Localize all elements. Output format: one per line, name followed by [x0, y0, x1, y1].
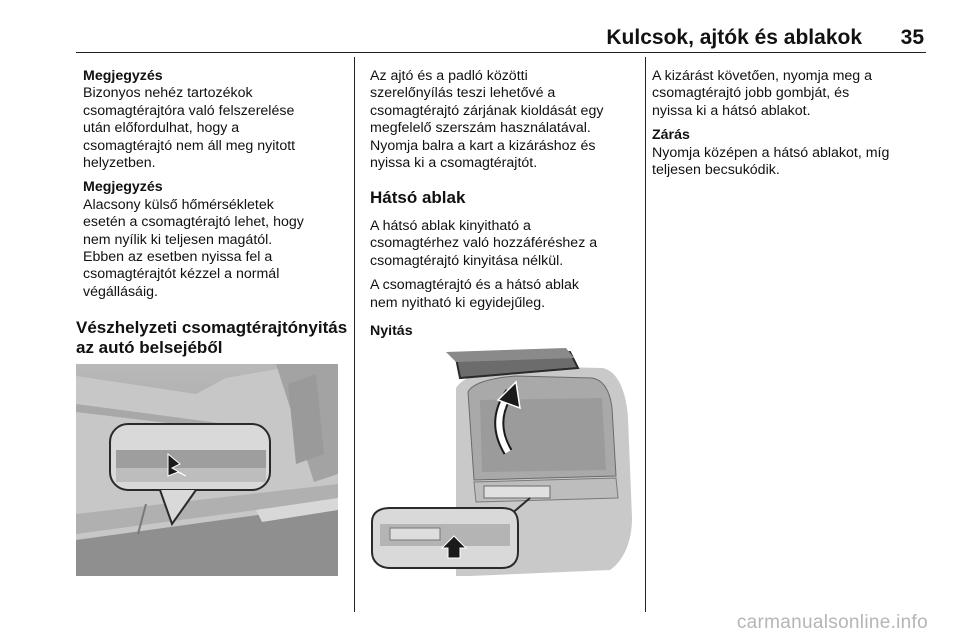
body-line: csomagtérajtó kinyitása nélkül.: [370, 252, 564, 269]
body-line: A kizárást követően, nyomja meg a: [652, 68, 873, 84]
body-line: nyissa ki a csomagtérajtót.: [370, 155, 538, 172]
note-title: Megjegyzés: [83, 179, 163, 196]
note-line: után előfordulhat, hogy a: [83, 120, 240, 137]
body-line: nyissa ki a hátsó ablakot.: [652, 102, 811, 119]
note-line: Alacsony külső hőmérsékletek: [83, 196, 274, 213]
note-line: Ebben az esetben nyissa fel a: [83, 249, 273, 266]
note-line: helyzetben.: [83, 155, 156, 172]
body-line: csomagtérajtó jobb gombját, és: [652, 85, 850, 102]
body-line: csomagtérhez való hozzáféréshez a: [370, 235, 598, 252]
note-line: végállásáig.: [83, 283, 158, 300]
heading-text: Hátsó ablak: [370, 188, 466, 207]
section-heading-line: az autó belsejéből: [76, 338, 223, 357]
section-heading-line: Vészhelyzeti csomagtérajtónyitás: [76, 318, 348, 337]
note-line: esetén a csomagtérajtó lehet, hogy: [83, 214, 304, 231]
body-line: nem nyitható ki egyidejűleg.: [370, 294, 546, 311]
note-line: csomagtérajtóra való felszerelése: [83, 102, 295, 119]
note-line: csomagtérajtót kézzel a normál: [83, 266, 280, 283]
column-1: [83, 68, 348, 301]
column-divider-2: [645, 57, 646, 612]
rear-window-illustration: [370, 348, 634, 576]
opening-subheading: [370, 323, 640, 340]
subheading-text: Nyitás: [370, 323, 413, 339]
note-line: csomagtérajtó nem áll meg nyitott: [83, 137, 296, 154]
body-line: Nyomja balra a kart a kizáráshoz és: [370, 137, 596, 154]
note-title: Megjegyzés: [83, 68, 163, 84]
section-heading: [76, 318, 352, 358]
note-line: Bizonyos nehéz tartozékok: [83, 85, 253, 102]
body-line: csomagtérajtó zárjának kioldását egy: [370, 102, 604, 119]
note-line: nem nyílik ki teljesen magától.: [83, 231, 273, 248]
body-line: Nyomja középen a hátsó ablakot, míg: [652, 144, 890, 161]
header-rule: [76, 52, 926, 53]
body-line: megfelelő szerszám használatával.: [370, 120, 591, 137]
interior-release-illustration: [76, 364, 338, 576]
page-header-title: Kulcsok, ajtók és ablakok: [606, 26, 862, 49]
body-line: A hátsó ablak kinyitható a: [370, 218, 531, 234]
column-2-body: [370, 218, 640, 312]
watermark-text: carmanualsonline.info: [736, 612, 928, 633]
body-line: Az ajtó és a padló közötti: [370, 68, 528, 84]
page-number: 35: [900, 26, 924, 49]
body-line: teljesen becsukódik.: [652, 162, 780, 179]
column-2: [370, 68, 640, 172]
body-line: A csomagtérajtó és a hátsó ablak: [370, 277, 579, 294]
body-line: szerelőnyílás teszi lehetővé a: [370, 85, 556, 102]
closing-subheading: Zárás: [652, 127, 690, 144]
column-3: [652, 68, 928, 179]
rear-window-heading: [370, 188, 640, 208]
column-divider-1: [354, 57, 355, 612]
